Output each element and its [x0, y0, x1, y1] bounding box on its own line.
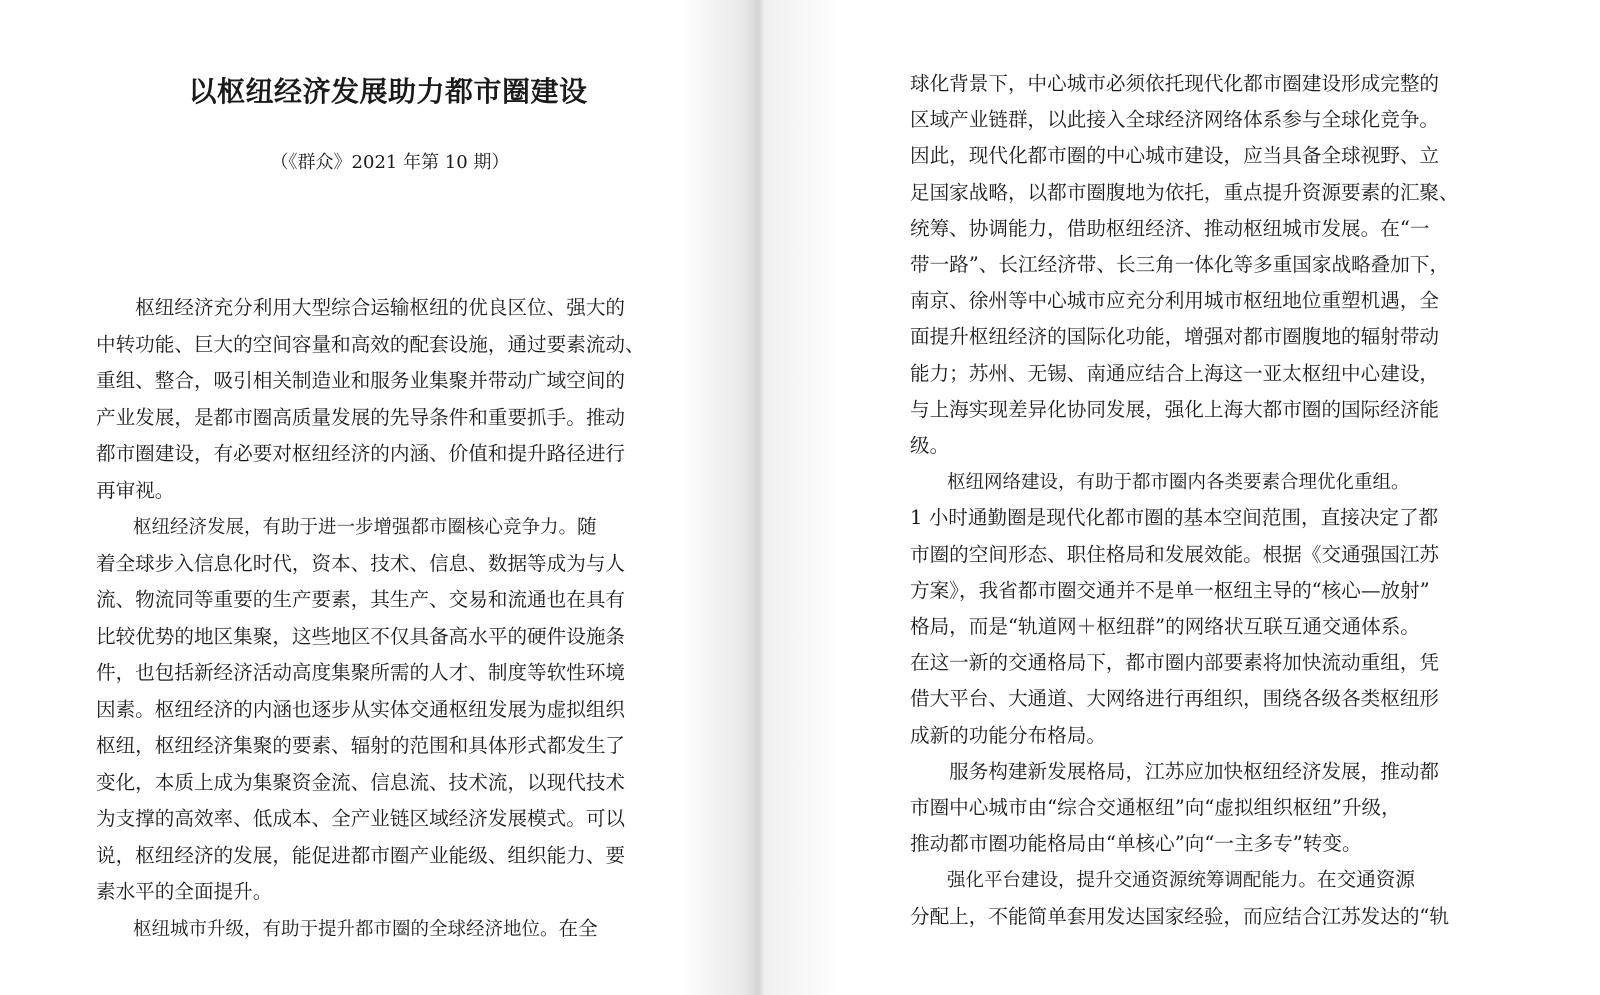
body-line — [910, 464, 1470, 500]
line-text: 服务构建新发展格局，江苏应加快枢纽经济发展，推动都 — [910, 759, 1440, 783]
line-text: 随 — [577, 515, 597, 538]
line-text: 面提升枢纽经济的国际化功能，增强对都市圈腹地的辐射带动 — [910, 325, 1440, 349]
line-text: 与上海实现差异化协同发展，强化上海大都市圈的国际经济能 — [910, 397, 1440, 421]
body-line — [910, 500, 1470, 536]
body-line — [96, 655, 656, 691]
emphasis-heading: 枢纽网络建设，有助于都市圈内各类要素合理优化重组。 — [910, 472, 1410, 494]
body-line — [910, 645, 1470, 681]
line-text: 南京、徐州等中心城市应充分利用城市枢纽地位重塑机遇，全 — [910, 289, 1440, 313]
body-line — [96, 327, 656, 363]
emphasis-heading: 强化平台建设，提升交通资源统筹调配能力。 — [910, 870, 1318, 892]
body-line — [910, 609, 1470, 645]
body-line — [910, 102, 1470, 138]
body-line — [910, 681, 1470, 717]
article-source: （《群众》2021 年第 10 期） — [270, 152, 510, 173]
body-line — [910, 211, 1470, 247]
line-text: 比较优势的地区集聚，这些地区不仅具备高水平的硬件设施条 — [96, 624, 626, 648]
line-text: 成新的功能分布格局。 — [910, 723, 1106, 747]
body-line — [910, 537, 1470, 573]
line-text: 因此，现代化都市圈的中心城市建设，应当具备全球视野、立 — [910, 144, 1440, 168]
line-text: 分配上，不能简单套用发达国家经验，而应结合江苏发达的“轨 — [910, 904, 1450, 928]
emphasis-heading: 枢纽经济发展，有助于进一步增强都市圈核心竞争力。 — [96, 517, 578, 538]
body-line — [910, 790, 1470, 826]
line-text: 着全球步入信息化时代，资本、技术、信息、数据等成为与人 — [96, 551, 626, 575]
line-text: 产业发展，是都市圈高质量发展的先导条件和重要抓手。推动 — [96, 405, 626, 429]
line-text: 都市圈建设，有必要对枢纽经济的内涵、价值和提升路径进行 — [96, 442, 626, 465]
body-line — [96, 692, 656, 728]
body-line — [910, 66, 1470, 102]
line-text: 因素。枢纽经济的内涵也逐步从实体交通枢纽发展为虚拟组织 — [96, 697, 626, 721]
line-text: 借大平台、大通道、大网络进行再组织，围绕各级各类枢纽形 — [910, 687, 1440, 711]
line-text: 素水平的全面提升。 — [96, 880, 273, 903]
line-text: 再审视。 — [96, 478, 175, 502]
body-line — [96, 473, 656, 509]
line-text: 中转功能、巨大的空间容量和高效的配套设施，通过要素流动、 — [96, 332, 645, 356]
line-text: 球化背景下，中心城市必须依托现代化都市圈建设形成完整的 — [910, 72, 1440, 95]
line-text: 件，也包括新经济活动高度集聚所需的人才、制度等软性环境 — [96, 661, 626, 684]
body-line — [96, 400, 656, 436]
line-text: 流、物流同等重要的生产要素，其生产、交易和流通也在具有 — [96, 588, 626, 611]
body-line — [910, 826, 1470, 862]
body-line — [910, 356, 1470, 392]
body-line — [96, 436, 656, 472]
line-text: 带一路”、长江经济带、长三角一体化等多重国家战略叠加下， — [910, 253, 1450, 276]
body-line — [96, 290, 656, 326]
body-line — [910, 138, 1470, 174]
line-text: 在这一新的交通格局下，都市圈内部要素将加快流动重组，凭 — [910, 651, 1440, 675]
body-line — [96, 874, 656, 910]
body-line — [910, 862, 1470, 898]
line-text: 推动都市圈功能格局由“单核心”向“一主多专”转变。 — [910, 832, 1362, 856]
body-line — [910, 247, 1470, 283]
line-text: 说，枢纽经济的发展，能促进都市圈产业能级、组织能力、要 — [96, 843, 626, 867]
emphasis-heading: 枢纽城市升级，有助于提升都市圈的全球经济地位。 — [96, 918, 559, 940]
line-text: 为支撑的高效率、低成本、全产业链区域经济发展模式。可以 — [96, 807, 626, 830]
body-line — [910, 718, 1470, 754]
body-line — [910, 319, 1470, 355]
line-text: 枢纽经济充分利用大型综合运输枢纽的优良区位、强大的 — [96, 296, 626, 319]
article-title: 以枢纽经济发展助力都市圈建设 — [188, 75, 588, 108]
line-text: 变化，本质上成为集聚资金流、信息流、技术流，以现代技术 — [96, 770, 626, 794]
body-line — [910, 573, 1470, 609]
body-line — [910, 428, 1470, 464]
line-text: 格局，而是“轨道网＋枢纽群”的网络状互联互通交通体系。 — [910, 615, 1420, 638]
body-line — [910, 392, 1470, 428]
line-text: 方案》，我省都市圈交通并不是单一枢纽主导的“核心—放射” — [910, 578, 1430, 602]
line-text: 1 小时通勤圈是现代化都市圈的基本空间范围，直接决定了都 — [910, 506, 1439, 530]
line-text: 在交通资源 — [1317, 868, 1415, 892]
line-text: 足国家战略，以都市圈腹地为依托，重点提升资源要素的汇聚、 — [910, 180, 1459, 204]
body-line — [910, 175, 1470, 211]
body-line — [910, 283, 1470, 319]
body-line — [96, 838, 656, 874]
body-line — [96, 363, 656, 399]
body-line — [910, 754, 1470, 790]
body-line — [96, 509, 656, 545]
line-text: 枢纽，枢纽经济集聚的要素、辐射的范围和具体形式都发生了 — [96, 734, 626, 757]
body-line — [96, 765, 656, 801]
line-text: 级。 — [910, 434, 950, 457]
line-text: 市圈中心城市由“综合交通枢纽”向“虚拟组织枢纽”升级， — [910, 796, 1401, 819]
line-text: 能力；苏州、无锡、南通应结合上海这一亚太枢纽中心建设， — [910, 361, 1440, 385]
body-line — [96, 582, 656, 618]
line-text: 在全 — [558, 916, 598, 940]
body-line — [96, 546, 656, 582]
line-text: 重组、整合，吸引相关制造业和服务业集聚并带动广域空间的 — [96, 369, 626, 392]
body-line — [96, 801, 656, 837]
body-line — [96, 728, 656, 764]
body-line — [96, 911, 656, 947]
line-text: 统筹、协调能力，借助枢纽经济、推动枢纽城市发展。在“一 — [910, 216, 1430, 240]
body-line — [96, 619, 656, 655]
line-text: 区域产业链群，以此接入全球经济网络体系参与全球化竞争。 — [910, 108, 1440, 132]
body-line — [910, 899, 1470, 935]
line-text: 市圈的空间形态、职住格局和发展效能。根据《交通强国江苏 — [910, 542, 1440, 566]
